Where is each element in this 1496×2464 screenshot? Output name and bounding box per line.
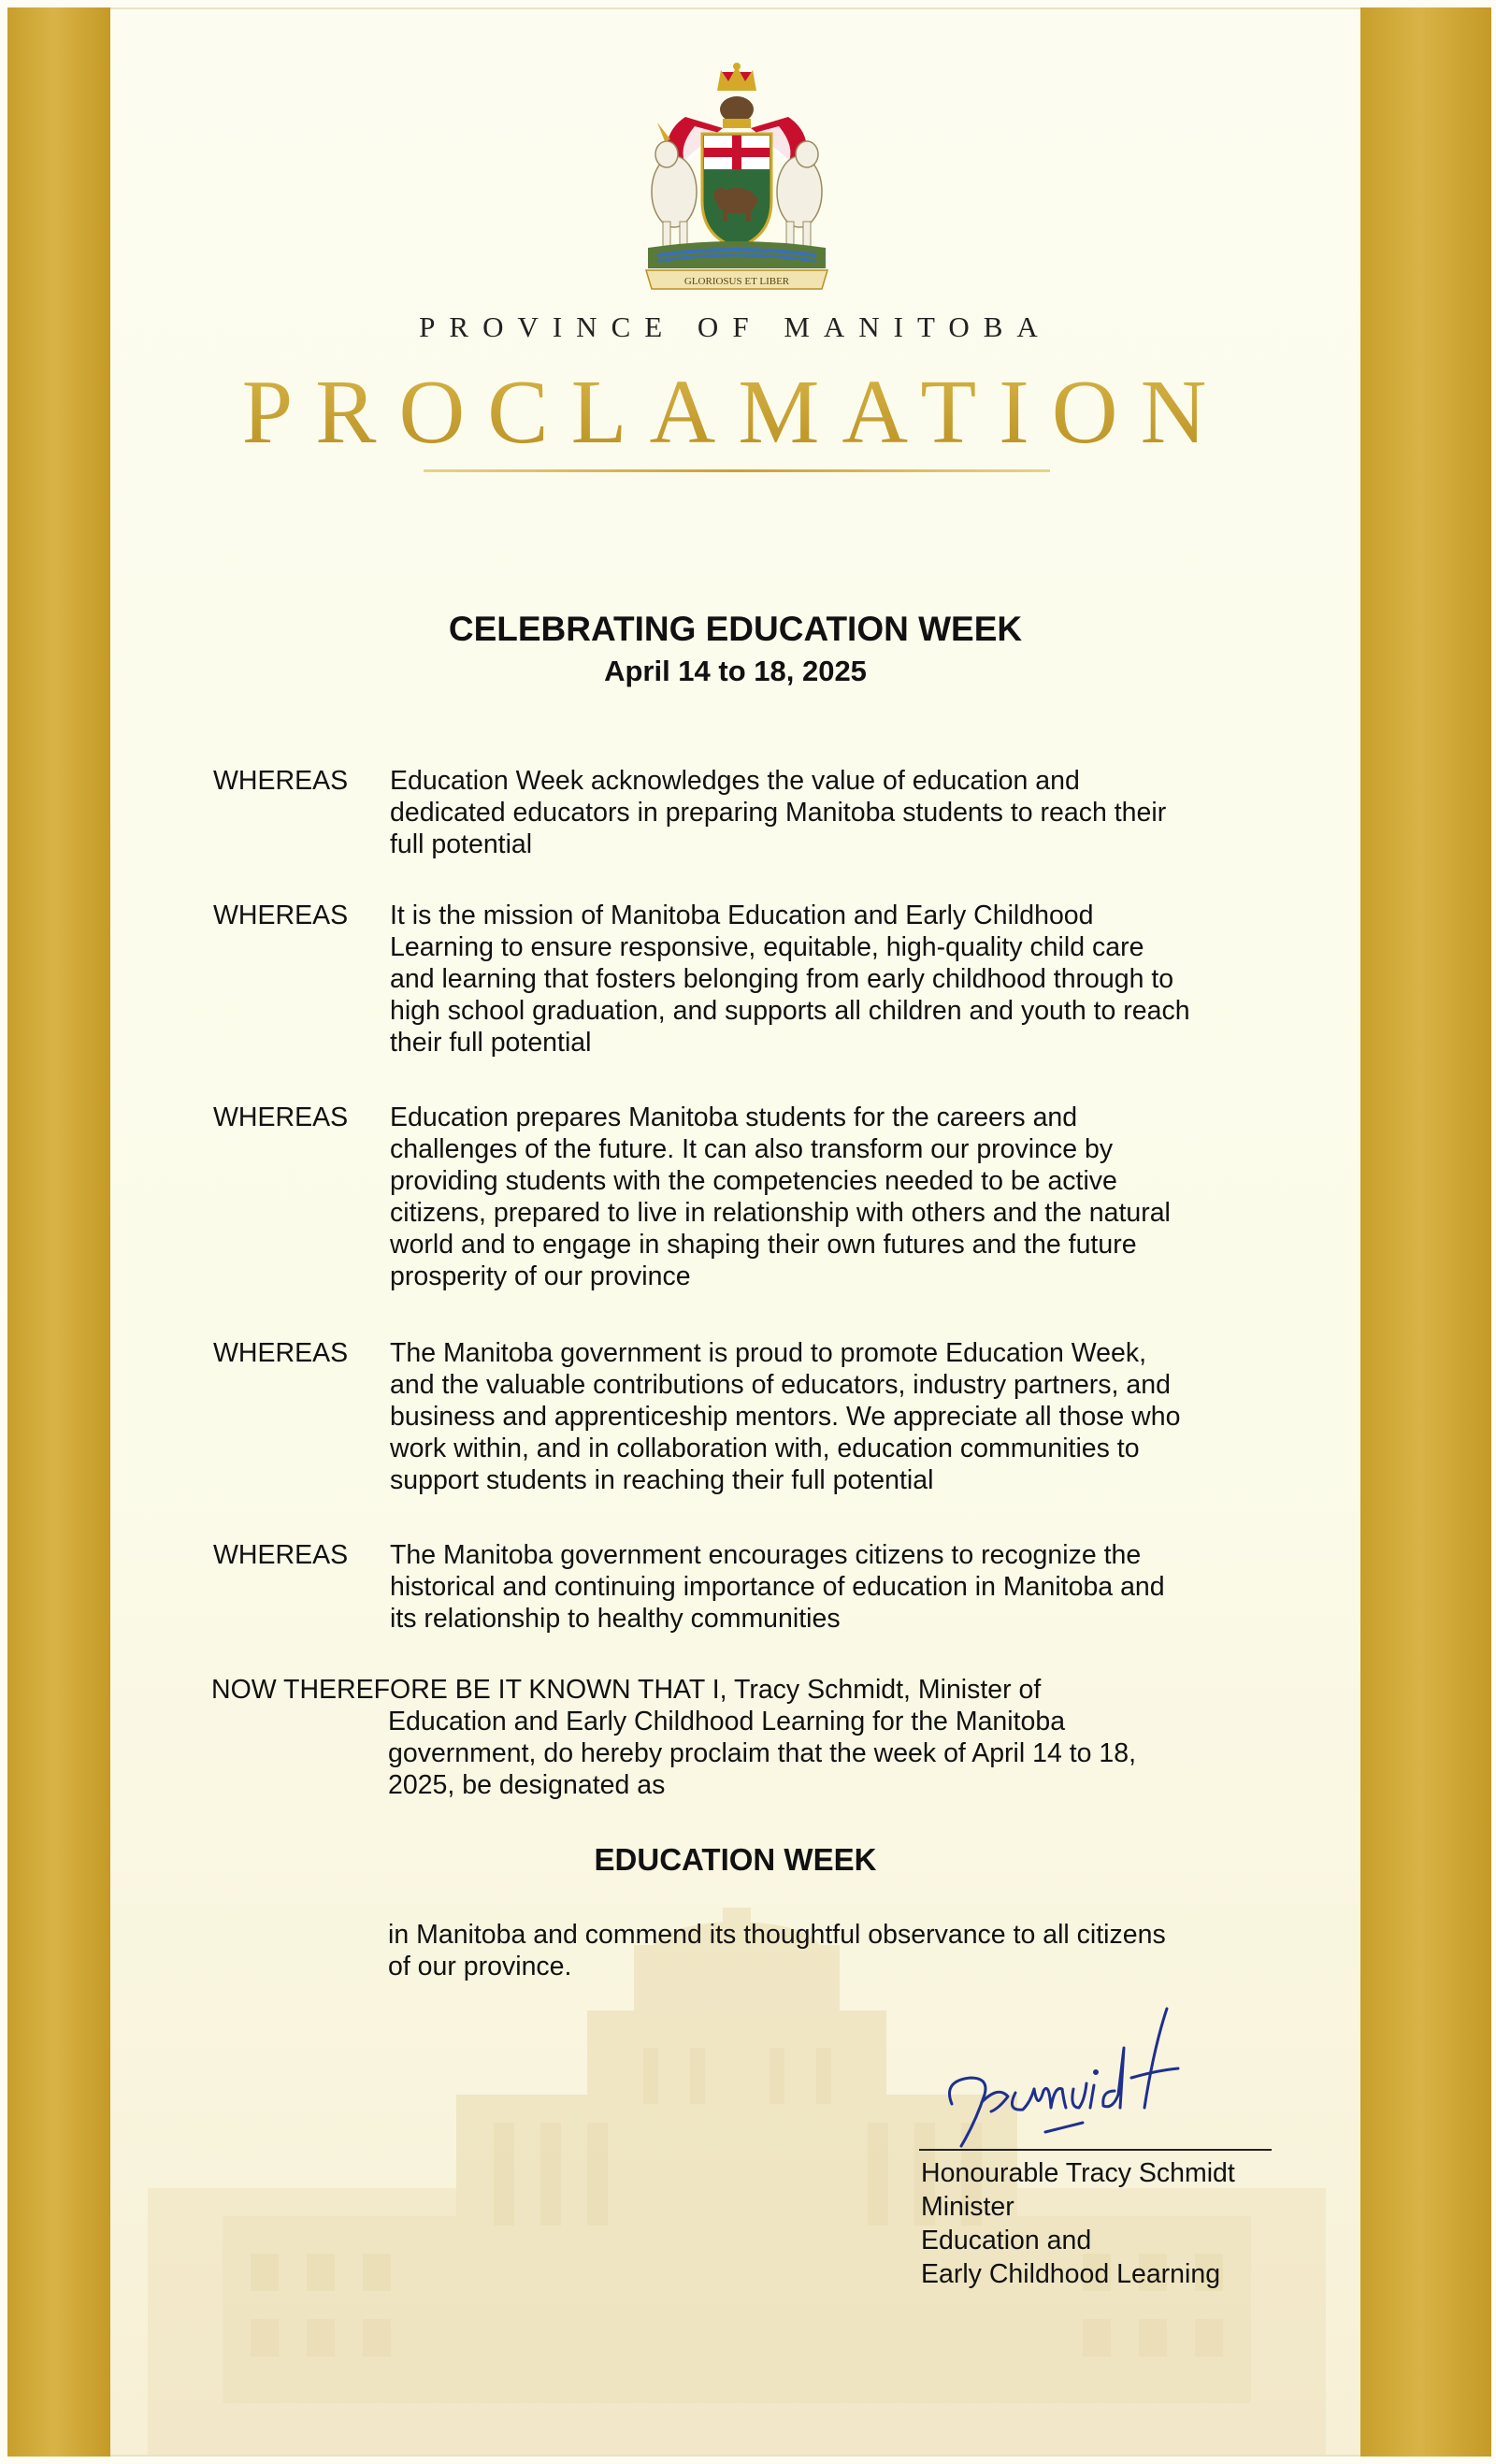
- document-body: [110, 9, 1360, 2455]
- clause-line: historical and continuing importance of education in Manitoba and: [390, 1572, 1165, 1602]
- clause-text: [390, 1102, 1325, 1292]
- whereas-label: WHEREAS: [213, 901, 349, 930]
- gold-divider: [424, 469, 1050, 472]
- signatory-block: [921, 2156, 1235, 2291]
- closing-line: in Manitoba and commend its thoughtful observance to all citizens: [388, 1920, 1166, 1950]
- clause-line: Learning to ensure responsive, equitable, high-quality child care: [390, 932, 1144, 962]
- clause-line: dedicated educators in preparing Manitoba students to reach their: [390, 798, 1167, 828]
- clause-text: [390, 1539, 1325, 1635]
- proclamation-heading: PROCLAMATION: [110, 360, 1360, 465]
- clause-line: and the valuable contributions of educators, industry partners, and: [390, 1370, 1171, 1400]
- signatory-department-line2: Early Childhood Learning: [921, 2259, 1221, 2289]
- clause-line: challenges of the future. It can also transform our province by: [390, 1134, 1114, 1164]
- clause-text: [390, 1337, 1325, 1496]
- designation-heading: EDUCATION WEEK: [594, 1842, 877, 1877]
- gold-border-left: [7, 7, 110, 2457]
- clause-line: full potential: [390, 829, 533, 859]
- clause-line: Education Week acknowledges the value of education and: [390, 766, 1080, 796]
- clause-text: [390, 765, 1325, 860]
- proclamation-line: government, do hereby proclaim that the week of April 14 to 18,: [388, 1738, 1137, 1768]
- clause-line: work within, and in collaboration with, education communities to: [390, 1434, 1140, 1463]
- clause-line: high school graduation, and supports all children and youth to reach: [390, 996, 1190, 1026]
- crest-motto: GLORIOSUS ET LIBER: [683, 276, 790, 287]
- proclamation-title: CELEBRATING EDUCATION WEEK: [448, 610, 1023, 648]
- clause-line: citizens, prepared to live in relationship with others and the natural: [390, 1198, 1171, 1228]
- whereas-label: WHEREAS: [213, 1540, 349, 1570]
- clause-line: their full potential: [390, 1028, 592, 1058]
- shield-icon: [702, 134, 771, 248]
- now-therefore-lead: NOW THEREFORE BE IT KNOWN THAT I, Tracy Schmidt, Minister of: [211, 1675, 1042, 1705]
- manitoba-coat-of-arms: [629, 61, 844, 295]
- clause-line: its relationship to healthy communities: [390, 1604, 841, 1634]
- closing-line: of our province.: [388, 1952, 572, 1981]
- proclamation-line: Education and Early Childhood Learning for the Manitoba: [388, 1707, 1066, 1736]
- signature-line: [919, 2149, 1272, 2151]
- clause-line: Education prepares Manitoba students for the careers and: [390, 1102, 1078, 1132]
- signatory-role: Minister: [921, 2192, 1014, 2222]
- clause-line: support students in reaching their full potential: [390, 1465, 934, 1495]
- clause-line: It is the mission of Manitoba Education and Early Childhood: [390, 901, 1094, 930]
- clause-line: The Manitoba government encourages citizens to recognize the: [390, 1540, 1142, 1570]
- clause-line: and learning that fosters belonging from early childhood through to: [390, 964, 1174, 994]
- whereas-label: WHEREAS: [213, 1102, 349, 1132]
- crown-icon: [717, 63, 756, 91]
- clause-line: providing students with the competencies needed to be active: [390, 1166, 1117, 1196]
- proclamation-line: 2025, be designated as: [388, 1770, 666, 1800]
- now-therefore-text: [388, 1706, 1276, 1801]
- signatory-department-line1: Education and: [921, 2226, 1092, 2255]
- province-heading: PROVINCE OF MANITOBA: [419, 310, 1052, 343]
- whereas-label: WHEREAS: [213, 766, 349, 796]
- minister-signature: [933, 1992, 1270, 2160]
- closing-text: [388, 1919, 1323, 1982]
- border-bottom-line: [110, 2455, 1360, 2457]
- clause-line: business and apprenticeship mentors. We appreciate all those who: [390, 1402, 1181, 1432]
- gold-border-right: [1360, 7, 1491, 2457]
- whereas-label: WHEREAS: [213, 1338, 349, 1368]
- proclamation-dates: April 14 to 18, 2025: [604, 655, 867, 687]
- clause-line: prosperity of our province: [390, 1261, 691, 1291]
- clause-text: [390, 900, 1325, 1059]
- clause-line: The Manitoba government is proud to promote Education Week,: [390, 1338, 1147, 1368]
- clause-line: world and to engage in shaping their own futures and the future: [390, 1230, 1137, 1260]
- signatory-name: Honourable Tracy Schmidt: [921, 2158, 1235, 2188]
- motto-ribbon: [646, 270, 827, 289]
